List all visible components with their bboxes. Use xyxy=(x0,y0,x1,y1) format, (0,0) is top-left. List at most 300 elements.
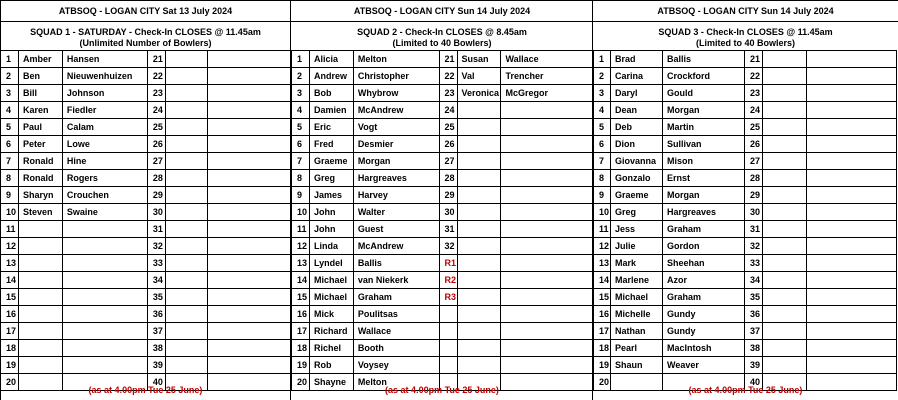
last-name-2-cell xyxy=(807,238,897,255)
row-number-2-cell: 29 xyxy=(147,187,165,204)
row-number-2-cell: 34 xyxy=(147,272,165,289)
first-name-cell: Daryl xyxy=(611,85,663,102)
row-number-cell: 9 xyxy=(594,187,611,204)
first-name-cell: Peter xyxy=(18,136,62,153)
last-name-cell: Melton xyxy=(353,374,439,391)
last-name-2-cell xyxy=(807,136,897,153)
first-name-cell: Michael xyxy=(309,272,353,289)
table-row xyxy=(292,170,593,187)
table-row xyxy=(594,255,897,272)
first-name-2-cell xyxy=(165,238,207,255)
last-name-2-cell xyxy=(501,255,593,272)
row-number-2-cell: 22 xyxy=(745,68,763,85)
last-name-2-cell xyxy=(807,221,897,238)
first-name-cell: Mark xyxy=(611,255,663,272)
first-name-2-cell xyxy=(165,153,207,170)
last-name-cell: Morgan xyxy=(353,153,439,170)
table-row xyxy=(1,221,291,238)
first-name-2-cell xyxy=(457,221,501,238)
first-name-cell: Alicia xyxy=(309,51,353,68)
first-name-2-cell xyxy=(763,119,807,136)
last-name-cell: Hine xyxy=(62,153,147,170)
first-name-cell: Giovanna xyxy=(611,153,663,170)
row-number-2-cell xyxy=(439,323,457,340)
row-number-2-cell: 25 xyxy=(439,119,457,136)
row-number-cell: 15 xyxy=(594,289,611,306)
table-row xyxy=(594,340,897,357)
table-row xyxy=(1,238,291,255)
first-name-cell: Eric xyxy=(309,119,353,136)
last-name-2-cell xyxy=(807,119,897,136)
squad-2-grid xyxy=(291,50,593,391)
first-name-2-cell xyxy=(165,306,207,323)
first-name-cell xyxy=(18,289,62,306)
row-number-cell: 8 xyxy=(594,170,611,187)
row-number-2-cell: 37 xyxy=(745,323,763,340)
last-name-cell: Vogt xyxy=(353,119,439,136)
row-number-2-cell: R2 xyxy=(439,272,457,289)
first-name-2-cell xyxy=(457,153,501,170)
last-name-cell: Ballis xyxy=(663,51,745,68)
table-row xyxy=(1,187,291,204)
squad-3-grid xyxy=(593,50,897,391)
first-name-2-cell xyxy=(763,187,807,204)
row-number-cell: 17 xyxy=(1,323,19,340)
first-name-2-cell xyxy=(457,357,501,374)
first-name-cell: Shaun xyxy=(611,357,663,374)
squad-1-title-row xyxy=(0,0,291,22)
first-name-cell xyxy=(18,340,62,357)
first-name-2-cell xyxy=(457,323,501,340)
table-row xyxy=(292,102,593,119)
squad-3-limit: (Limited to 40 Bowlers) xyxy=(695,38,795,48)
last-name-cell: Graham xyxy=(663,289,745,306)
row-number-2-cell: R3 xyxy=(439,289,457,306)
last-name-cell: Ernst xyxy=(663,170,745,187)
row-number-2-cell: 30 xyxy=(147,204,165,221)
first-name-cell: Deb xyxy=(611,119,663,136)
divider-1 xyxy=(290,0,291,400)
row-number-2-cell xyxy=(439,306,457,323)
first-name-2-cell xyxy=(165,85,207,102)
last-name-cell xyxy=(62,340,147,357)
row-number-cell: 9 xyxy=(1,187,19,204)
table-row xyxy=(1,306,291,323)
table-row xyxy=(292,238,593,255)
first-name-2-cell xyxy=(763,51,807,68)
row-number-cell: 6 xyxy=(1,136,19,153)
first-name-cell: Michelle xyxy=(611,306,663,323)
table-row xyxy=(1,136,291,153)
table-row xyxy=(1,357,291,374)
row-number-2-cell: 28 xyxy=(745,170,763,187)
last-name-2-cell xyxy=(207,289,290,306)
row-number-2-cell: 24 xyxy=(745,102,763,119)
first-name-cell: Mick xyxy=(309,306,353,323)
row-number-2-cell: 24 xyxy=(439,102,457,119)
last-name-cell: Swaine xyxy=(62,204,147,221)
row-number-cell: 4 xyxy=(292,102,310,119)
last-name-cell: Crockford xyxy=(663,68,745,85)
table-row xyxy=(1,68,291,85)
last-name-cell: Harvey xyxy=(353,187,439,204)
last-name-2-cell xyxy=(207,119,290,136)
table-row xyxy=(292,221,593,238)
first-name-2-cell xyxy=(763,289,807,306)
table-row xyxy=(594,272,897,289)
row-number-2-cell xyxy=(439,357,457,374)
table-row xyxy=(1,340,291,357)
last-name-2-cell xyxy=(807,68,897,85)
row-number-2-cell: 31 xyxy=(745,221,763,238)
squad-2-panel xyxy=(291,0,593,400)
last-name-cell: Gundy xyxy=(663,323,745,340)
first-name-cell: John xyxy=(309,221,353,238)
first-name-2-cell xyxy=(165,272,207,289)
first-name-2-cell xyxy=(457,238,501,255)
table-row xyxy=(594,204,897,221)
last-name-cell: Desmier xyxy=(353,136,439,153)
first-name-cell: Marlene xyxy=(611,272,663,289)
first-name-cell: Andrew xyxy=(309,68,353,85)
last-name-cell: Martin xyxy=(663,119,745,136)
squad-2-title: ATBSOQ - LOGAN CITY Sun 14 July 2024 xyxy=(353,6,531,16)
last-name-2-cell xyxy=(501,204,593,221)
row-number-2-cell: 26 xyxy=(147,136,165,153)
last-name-cell: Hansen xyxy=(62,51,147,68)
row-number-cell: 14 xyxy=(1,272,19,289)
first-name-cell: Julie xyxy=(611,238,663,255)
last-name-cell: Fiedler xyxy=(62,102,147,119)
first-name-cell: James xyxy=(309,187,353,204)
first-name-2-cell xyxy=(763,68,807,85)
table-row xyxy=(292,51,593,68)
first-name-2-cell xyxy=(165,187,207,204)
squad-3-subheader xyxy=(593,21,898,50)
last-name-cell: Gordon xyxy=(663,238,745,255)
row-number-2-cell: 32 xyxy=(147,238,165,255)
last-name-cell: Christopher xyxy=(353,68,439,85)
row-number-2-cell: 29 xyxy=(439,187,457,204)
row-number-2-cell: 35 xyxy=(745,289,763,306)
row-number-cell: 15 xyxy=(292,289,310,306)
first-name-2-cell xyxy=(165,136,207,153)
last-name-2-cell xyxy=(207,170,290,187)
first-name-2-cell xyxy=(165,204,207,221)
last-name-2-cell xyxy=(207,323,290,340)
table-row xyxy=(594,221,897,238)
last-name-2-cell xyxy=(501,102,593,119)
first-name-cell: Richel xyxy=(309,340,353,357)
table-row xyxy=(292,85,593,102)
row-number-2-cell: 36 xyxy=(745,306,763,323)
first-name-cell: Pearl xyxy=(611,340,663,357)
last-name-cell xyxy=(62,289,147,306)
last-name-cell: Morgan xyxy=(663,187,745,204)
row-number-cell: 16 xyxy=(594,306,611,323)
first-name-2-cell xyxy=(165,323,207,340)
last-name-2-cell xyxy=(807,51,897,68)
first-name-2-cell xyxy=(165,255,207,272)
table-row xyxy=(1,255,291,272)
first-name-cell: Shayne xyxy=(309,374,353,391)
last-name-2-cell xyxy=(207,238,290,255)
table-row xyxy=(594,289,897,306)
divider-left xyxy=(0,0,1,400)
squad-1-subheader xyxy=(0,21,291,50)
last-name-cell: Guest xyxy=(353,221,439,238)
first-name-cell xyxy=(18,255,62,272)
row-number-cell: 19 xyxy=(594,357,611,374)
first-name-cell: Nathan xyxy=(611,323,663,340)
table-row xyxy=(1,323,291,340)
last-name-cell: Walter xyxy=(353,204,439,221)
table-row xyxy=(594,357,897,374)
first-name-2-cell xyxy=(763,102,807,119)
first-name-2-cell xyxy=(763,170,807,187)
last-name-cell: Hargreaves xyxy=(353,170,439,187)
first-name-2-cell xyxy=(457,204,501,221)
last-name-2-cell xyxy=(501,153,593,170)
first-name-cell xyxy=(18,323,62,340)
row-number-cell: 16 xyxy=(1,306,19,323)
table-row xyxy=(292,272,593,289)
first-name-2-cell xyxy=(165,102,207,119)
last-name-cell xyxy=(62,323,147,340)
row-number-2-cell: 24 xyxy=(147,102,165,119)
first-name-2-cell xyxy=(165,119,207,136)
squad-3-table xyxy=(593,50,897,391)
first-name-cell: Steven xyxy=(18,204,62,221)
last-name-2-cell xyxy=(501,289,593,306)
last-name-2-cell xyxy=(807,289,897,306)
first-name-2-cell xyxy=(457,340,501,357)
last-name-2-cell: McGregor xyxy=(501,85,593,102)
row-number-cell: 9 xyxy=(292,187,310,204)
first-name-cell: Lyndel xyxy=(309,255,353,272)
last-name-cell: Graham xyxy=(663,221,745,238)
last-name-2-cell xyxy=(207,136,290,153)
first-name-2-cell xyxy=(165,51,207,68)
first-name-cell: Graeme xyxy=(309,153,353,170)
table-row xyxy=(1,85,291,102)
row-number-2-cell: R1 xyxy=(439,255,457,272)
first-name-cell: Graeme xyxy=(611,187,663,204)
table-row xyxy=(292,204,593,221)
last-name-2-cell xyxy=(207,102,290,119)
row-number-cell: 5 xyxy=(292,119,310,136)
row-number-cell: 18 xyxy=(292,340,310,357)
first-name-cell: Greg xyxy=(309,170,353,187)
table-row xyxy=(1,289,291,306)
row-number-cell: 12 xyxy=(1,238,19,255)
table-row xyxy=(292,357,593,374)
first-name-2-cell xyxy=(763,340,807,357)
row-number-cell: 2 xyxy=(292,68,310,85)
first-name-cell: Jess xyxy=(611,221,663,238)
last-name-cell: Hargreaves xyxy=(663,204,745,221)
squad-1-checkin: SQUAD 1 - SATURDAY - Check-In CLOSES @ 11.45am xyxy=(30,27,261,37)
first-name-2-cell xyxy=(457,255,501,272)
last-name-2-cell xyxy=(207,255,290,272)
first-name-2-cell xyxy=(165,221,207,238)
last-name-2-cell xyxy=(807,187,897,204)
last-name-cell: van Niekerk xyxy=(353,272,439,289)
last-name-cell: Wallace xyxy=(353,323,439,340)
row-number-cell: 13 xyxy=(292,255,310,272)
last-name-cell xyxy=(62,255,147,272)
squad-3-footer: (as at 4.00pm Tue 25 June) xyxy=(688,385,803,395)
first-name-cell: Linda xyxy=(309,238,353,255)
row-number-cell: 7 xyxy=(594,153,611,170)
last-name-cell xyxy=(62,272,147,289)
squad-3-checkin: SQUAD 3 - Check-In CLOSES @ 11.45am xyxy=(658,27,833,37)
last-name-2-cell xyxy=(807,323,897,340)
first-name-2-cell xyxy=(165,357,207,374)
row-number-cell: 20 xyxy=(292,374,310,391)
row-number-2-cell: 39 xyxy=(147,357,165,374)
first-name-cell: Carina xyxy=(611,68,663,85)
first-name-cell: Dean xyxy=(611,102,663,119)
first-name-cell: Karen xyxy=(18,102,62,119)
last-name-cell xyxy=(62,238,147,255)
first-name-cell: Bill xyxy=(18,85,62,102)
row-number-cell: 6 xyxy=(292,136,310,153)
table-row xyxy=(594,187,897,204)
table-row xyxy=(594,136,897,153)
first-name-cell: Sharyn xyxy=(18,187,62,204)
first-name-2-cell xyxy=(763,255,807,272)
table-row xyxy=(594,51,897,68)
squad-2-footer: (as at 4.00pm Tue 25 June) xyxy=(385,385,499,395)
first-name-cell: Michael xyxy=(309,289,353,306)
last-name-2-cell xyxy=(807,204,897,221)
row-number-cell: 14 xyxy=(594,272,611,289)
table-row xyxy=(1,102,291,119)
row-number-cell: 4 xyxy=(1,102,19,119)
table-row xyxy=(1,272,291,289)
row-number-cell: 3 xyxy=(594,85,611,102)
squad-1-limit: (Unlimited Number of Bowlers) xyxy=(79,38,212,48)
table-row xyxy=(594,153,897,170)
first-name-2-cell xyxy=(165,340,207,357)
last-name-cell: Whybrow xyxy=(353,85,439,102)
row-number-cell: 10 xyxy=(594,204,611,221)
first-name-2-cell xyxy=(457,306,501,323)
table-row xyxy=(1,119,291,136)
squad-2-table xyxy=(291,50,593,391)
row-number-2-cell: 33 xyxy=(147,255,165,272)
squad-1-panel xyxy=(0,0,291,400)
row-number-2-cell: 22 xyxy=(147,68,165,85)
last-name-cell: Ballis xyxy=(353,255,439,272)
first-name-2-cell xyxy=(763,136,807,153)
first-name-cell: Rob xyxy=(309,357,353,374)
row-number-cell: 2 xyxy=(594,68,611,85)
squad-1-table xyxy=(0,50,291,391)
last-name-cell: Crouchen xyxy=(62,187,147,204)
last-name-2-cell xyxy=(501,119,593,136)
last-name-cell: Morgan xyxy=(663,102,745,119)
row-number-cell: 20 xyxy=(594,374,611,391)
row-number-2-cell: 30 xyxy=(439,204,457,221)
row-number-2-cell: 40 xyxy=(745,374,763,391)
row-number-2-cell: 36 xyxy=(147,306,165,323)
squad-2-subheader xyxy=(291,21,593,50)
first-name-2-cell xyxy=(165,68,207,85)
last-name-cell xyxy=(62,357,147,374)
first-name-2-cell xyxy=(457,119,501,136)
last-name-cell: Melton xyxy=(353,51,439,68)
row-number-cell: 10 xyxy=(1,204,19,221)
row-number-2-cell: 22 xyxy=(439,68,457,85)
last-name-cell: Rogers xyxy=(62,170,147,187)
last-name-2-cell xyxy=(207,187,290,204)
last-name-2-cell xyxy=(207,85,290,102)
first-name-cell: Ronald xyxy=(18,153,62,170)
row-number-cell: 12 xyxy=(292,238,310,255)
first-name-cell: Ben xyxy=(18,68,62,85)
row-number-2-cell: 27 xyxy=(147,153,165,170)
row-number-2-cell: 30 xyxy=(745,204,763,221)
first-name-2-cell xyxy=(165,170,207,187)
table-row xyxy=(1,170,291,187)
last-name-2-cell xyxy=(501,170,593,187)
table-row xyxy=(594,238,897,255)
row-number-cell: 16 xyxy=(292,306,310,323)
table-row xyxy=(292,119,593,136)
table-row xyxy=(292,255,593,272)
row-number-2-cell: 34 xyxy=(745,272,763,289)
row-number-2-cell: 31 xyxy=(147,221,165,238)
last-name-2-cell xyxy=(501,323,593,340)
last-name-2-cell xyxy=(501,238,593,255)
row-number-cell: 17 xyxy=(594,323,611,340)
first-name-cell: Paul xyxy=(18,119,62,136)
first-name-cell: Gonzalo xyxy=(611,170,663,187)
squad-3-title-row xyxy=(593,0,898,22)
last-name-2-cell xyxy=(207,340,290,357)
row-number-cell: 3 xyxy=(292,85,310,102)
first-name-2-cell xyxy=(763,221,807,238)
row-number-2-cell: 23 xyxy=(439,85,457,102)
row-number-cell: 19 xyxy=(1,357,19,374)
row-number-2-cell: 28 xyxy=(147,170,165,187)
last-name-2-cell: Wallace xyxy=(501,51,593,68)
row-number-2-cell: 23 xyxy=(147,85,165,102)
last-name-2-cell xyxy=(207,357,290,374)
last-name-2-cell xyxy=(807,255,897,272)
row-number-cell: 8 xyxy=(292,170,310,187)
row-number-cell: 5 xyxy=(1,119,19,136)
row-number-cell: 10 xyxy=(292,204,310,221)
last-name-cell: McAndrew xyxy=(353,238,439,255)
table-row xyxy=(292,340,593,357)
row-number-2-cell: 32 xyxy=(745,238,763,255)
last-name-2-cell xyxy=(501,340,593,357)
first-name-cell: Ronald xyxy=(18,170,62,187)
last-name-cell: Booth xyxy=(353,340,439,357)
row-number-2-cell: 25 xyxy=(147,119,165,136)
last-name-cell: Gould xyxy=(663,85,745,102)
first-name-2-cell: Susan xyxy=(457,51,501,68)
table-row xyxy=(1,153,291,170)
row-number-2-cell: 27 xyxy=(745,153,763,170)
last-name-cell: Weaver xyxy=(663,357,745,374)
squad-1-footer: (as at 4.00pm Tue 25 June) xyxy=(88,385,203,395)
table-row xyxy=(292,153,593,170)
table-row xyxy=(594,170,897,187)
